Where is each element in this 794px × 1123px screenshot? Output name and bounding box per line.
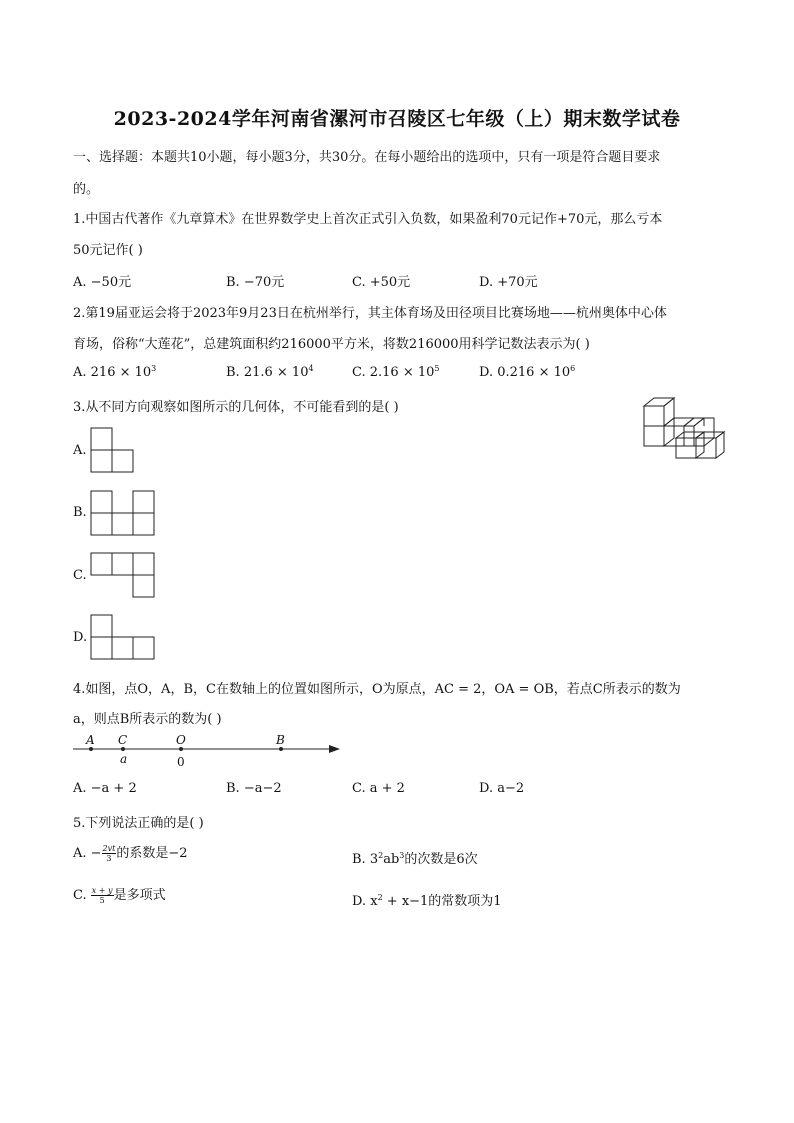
q4-option-a[interactable]: A. −a + 2	[73, 781, 137, 796]
q4-option-d[interactable]: D. a−2	[479, 781, 525, 796]
q1-option-b[interactable]: B. −70元	[226, 275, 285, 290]
q5-option-a[interactable]: A. − $\frac{2vt}{3}$ 的系数是−2	[73, 844, 188, 863]
section-heading-cont: 的。	[73, 182, 100, 197]
q2-option-c[interactable]: C. $2.16 \times 10^5$	[352, 364, 440, 380]
question-4-stem-cont: a，则点B所表示的数为( )	[73, 712, 222, 727]
q1-option-d[interactable]: D. +70元	[479, 275, 538, 290]
q5-option-d[interactable]: D. $x^2 + x-1$的常数项为1	[352, 893, 502, 909]
question-4-stem: 4.如图，点O，A，B，C在数轴上的位置如图所示，O为原点，AC = 2，OA = OB，若点C所表示的数为	[73, 682, 681, 697]
point-c-label: C	[118, 733, 128, 747]
question-1-stem-cont: 50元记作( )	[73, 243, 143, 258]
question-5-stem: 5.下列说法正确的是( )	[73, 816, 204, 831]
point-a-label: A	[86, 733, 95, 747]
point-o-label: O	[176, 733, 186, 747]
q3-option-b-view[interactable]	[90, 490, 156, 536]
section-heading: 一、选择题：本题共10小题，每小题3分，共30分。在每小题给出的选项中，只有一项是符合题目要求	[73, 150, 661, 165]
point-c-value: a	[120, 752, 128, 766]
q5-option-c[interactable]: C. $\frac{x + y}{5}$ 是多项式	[73, 886, 166, 905]
q3-option-a-view[interactable]	[90, 427, 134, 473]
q4-option-b[interactable]: B. −a−2	[226, 781, 282, 796]
q3-option-c-view[interactable]	[90, 552, 156, 598]
question-2-stem-cont: 育场，俗称“大莲花”，总建筑面积约216000平方米，将数216000用科学记数法表示为( )	[73, 337, 590, 352]
q5-option-b[interactable]: B. $3^2ab^3$的次数是6次	[352, 851, 478, 867]
number-line	[70, 730, 345, 772]
q2-option-a[interactable]: A. $216 \times 10^3$	[73, 364, 157, 380]
origin-value: 0	[177, 755, 185, 769]
q3-option-a-label[interactable]: A.	[73, 443, 87, 458]
q4-option-c[interactable]: C. a + 2	[352, 781, 405, 796]
q2-option-b[interactable]: B. $21.6 \times 10^4$	[226, 364, 314, 380]
q1-option-a[interactable]: A. −50元	[73, 275, 132, 290]
q2-option-d[interactable]: D. $0.216 \times 10^6$	[479, 364, 576, 380]
point-b-label: B	[276, 733, 285, 747]
q3-option-c-label[interactable]: C.	[73, 568, 87, 583]
q3-option-d-view[interactable]	[90, 614, 156, 660]
q3-option-b-label[interactable]: B.	[73, 505, 87, 520]
question-3-stem: 3.从不同方向观察如图所示的几何体，不可能看到的是( )	[73, 400, 399, 415]
page-title: 2023-2024学年河南省漯河市召陵区七年级（上）期末数学试卷	[113, 108, 681, 130]
question-1-stem: 1.中国古代著作《九章算术》在世界数学史上首次正式引入负数，如果盈利70元记作+70元，那么亏本	[73, 212, 663, 227]
cube-solid-figure	[640, 394, 730, 466]
question-2-stem: 2.第19届亚运会将于2023年9月23日在杭州举行，其主体育场及田径项目比赛场地——杭州奥体中心体	[73, 306, 667, 321]
fraction: $\frac{2vt}{3}$	[102, 844, 116, 863]
q1-option-c[interactable]: C. +50元	[352, 275, 411, 290]
fraction: $\frac{x + y}{5}$	[91, 886, 113, 905]
q3-option-d-label[interactable]: D.	[73, 630, 88, 645]
